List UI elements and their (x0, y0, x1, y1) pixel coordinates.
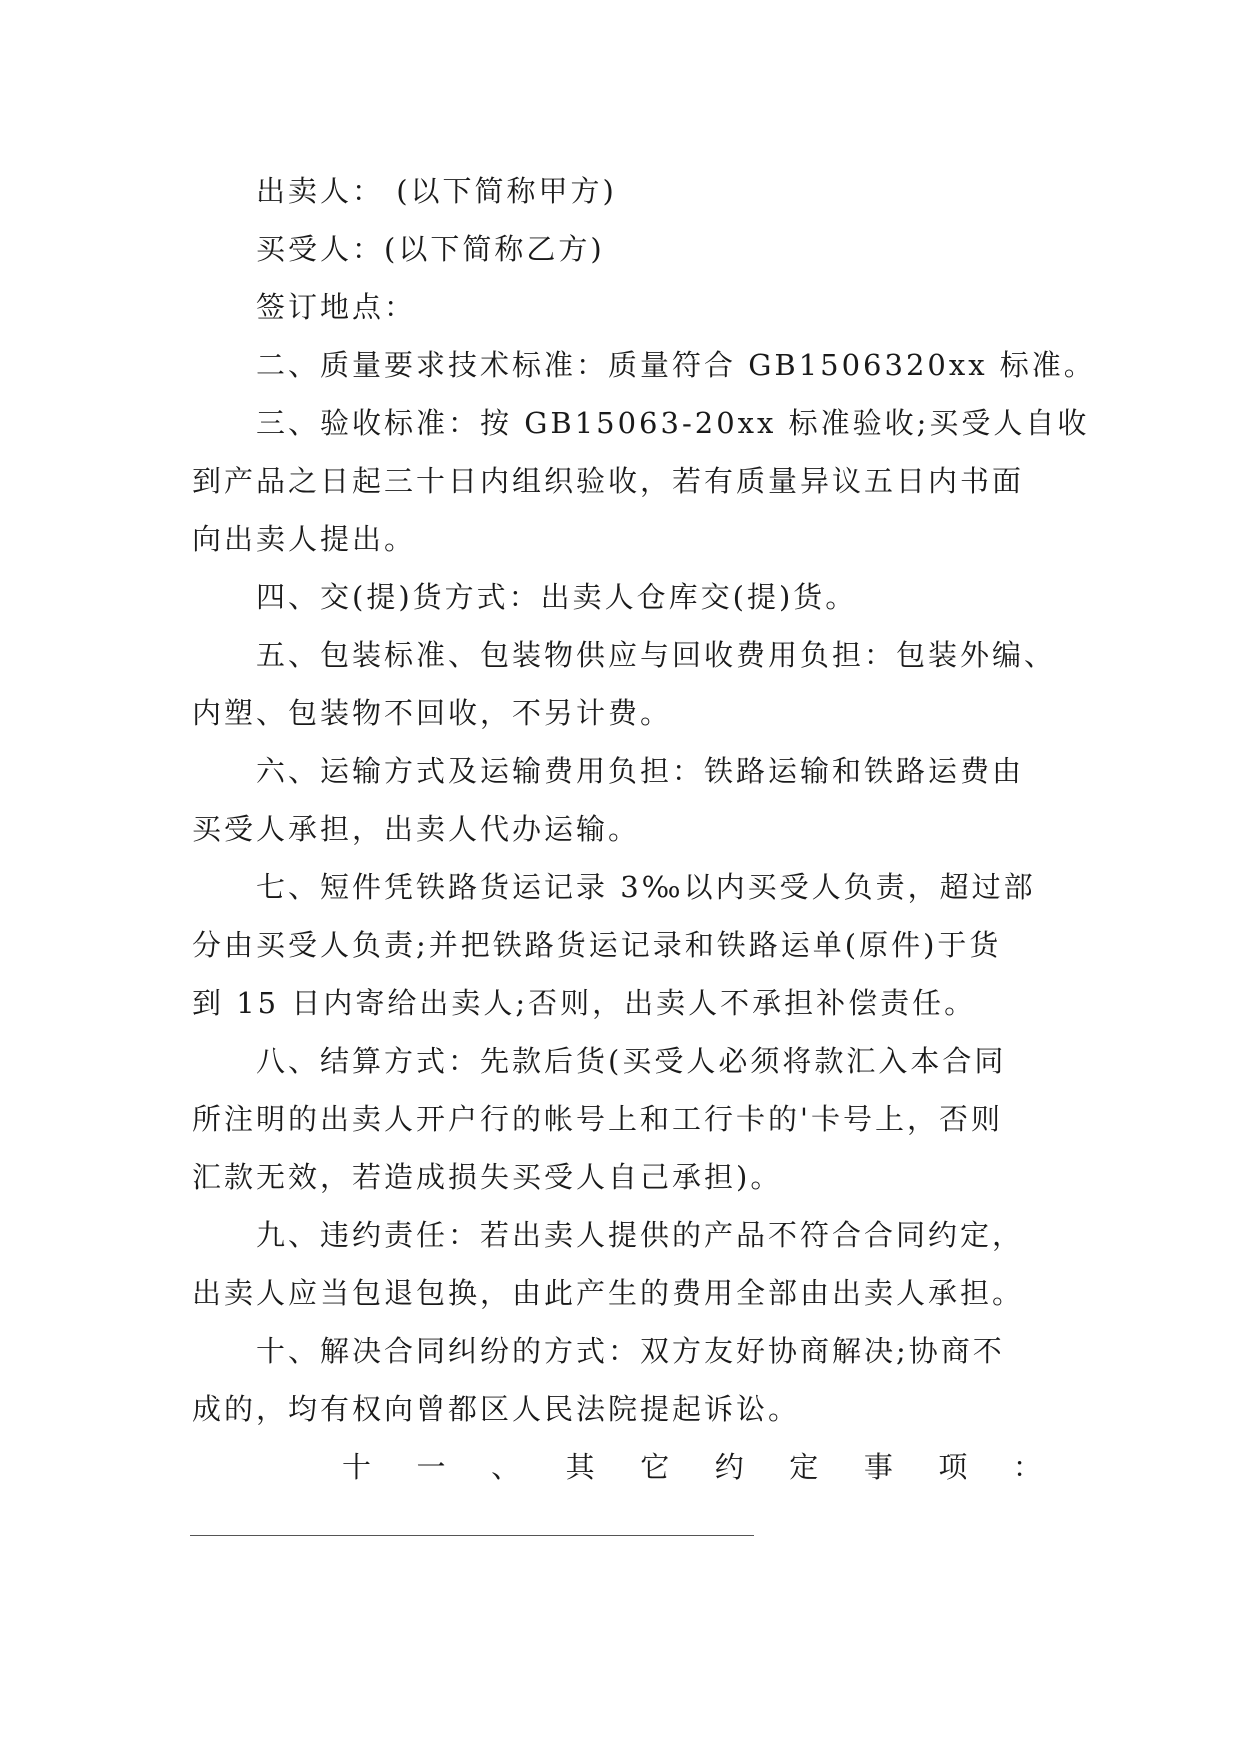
heading-char: 事 (863, 1450, 893, 1484)
heading-char: 约 (714, 1450, 744, 1484)
paragraph-line: 到 15 日内寄给出卖人;否则，出卖人不承担补偿责任。 (192, 986, 977, 1020)
heading-char: 它 (640, 1450, 670, 1484)
paragraph-line: 七、短件凭铁路货运记录 3‰以内买受人负责，超过部 (256, 870, 1036, 904)
heading-char: 、 (491, 1450, 521, 1484)
paragraph-line: 买受人：(以下简称乙方) (256, 232, 605, 266)
paragraph-line: 出卖人： (以下简称甲方) (256, 174, 617, 208)
section-heading-other-matters (192, 1438, 1050, 1496)
paragraph-line: 成的，均有权向曾都区人民法院提起诉讼。 (192, 1392, 801, 1426)
paragraph-line: 内塑、包装物不回收，不另计费。 (192, 696, 673, 730)
heading-char: 项 (938, 1450, 968, 1484)
paragraph-line: 二、质量要求技术标准：质量符合 GB1506320xx 标准。 (256, 348, 1096, 382)
paragraph-line: 八、结算方式：先款后货(买受人必须将款汇入本合同 (256, 1044, 1007, 1078)
heading-char: 定 (789, 1450, 819, 1484)
heading-char: 一 (416, 1450, 446, 1484)
heading-char: ： (1012, 1450, 1042, 1484)
paragraph-line: 到产品之日起三十日内组织验收，若有质量异议五日内书面 (192, 464, 1025, 498)
paragraph-line: 九、违约责任：若出卖人提供的产品不符合合同约定， (256, 1218, 1025, 1252)
heading-char: 其 (565, 1450, 595, 1484)
paragraph-line: 买受人承担，出卖人代办运输。 (192, 812, 641, 846)
paragraph-line: 十、解决合同纠纷的方式：双方友好协商解决;协商不 (256, 1334, 1005, 1368)
fill-in-underline (190, 1535, 754, 1536)
paragraph-line: 四、交(提)货方式：出卖人仓库交(提)货。 (256, 580, 858, 614)
paragraph-line: 六、运输方式及运输费用负担：铁路运输和铁路运费由 (256, 754, 1025, 788)
paragraph-line: 汇款无效，若造成损失买受人自己承担)。 (192, 1160, 783, 1194)
paragraph-line: 五、包装标准、包装物供应与回收费用负担：包装外编、 (256, 638, 1057, 672)
paragraph-line: 出卖人应当包退包换，由此产生的费用全部由出卖人承担。 (192, 1276, 1025, 1310)
paragraph-line: 所注明的出卖人开户行的帐号上和工行卡的'卡号上，否则 (192, 1102, 1003, 1136)
paragraph-line: 签订地点： (256, 290, 417, 324)
document-body (192, 162, 1096, 1496)
heading-char: 十 (342, 1450, 372, 1484)
paragraph-line: 分由买受人负责;并把铁路货运记录和铁路运单(原件)于货 (192, 928, 1002, 962)
paragraph-line: 向出卖人提出。 (192, 522, 417, 556)
paragraph-line: 三、验收标准：按 GB15063-20xx 标准验收;买受人自收 (256, 406, 1090, 440)
